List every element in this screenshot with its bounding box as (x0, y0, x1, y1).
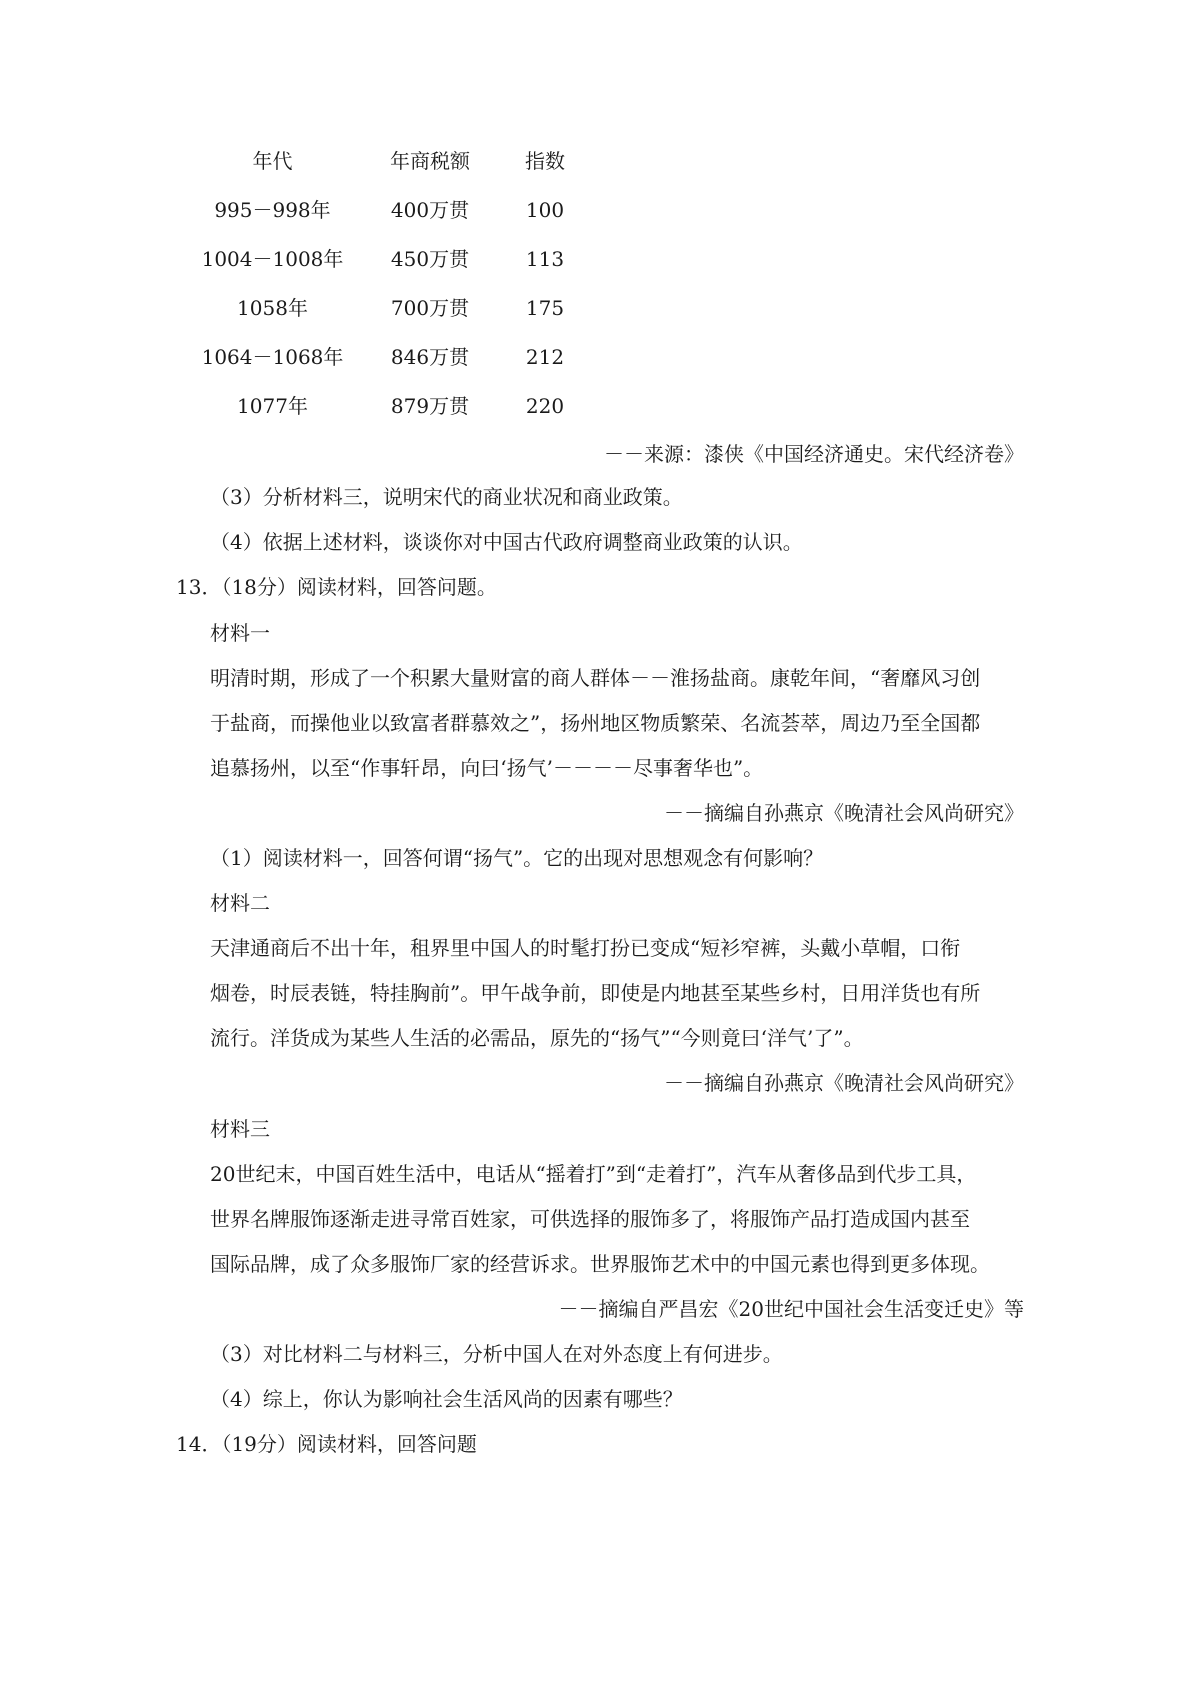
table-cell: 1064－1068年 (201, 345, 344, 369)
table-cell: 175 (525, 296, 565, 320)
q13-material-1-label: 材料一 (210, 621, 270, 645)
q13-header: 13．（18分）阅读材料，回答问题。 (176, 575, 497, 599)
q13-material-2-line: 流行。洋货成为某些人生活的必需品，原先的“扬气”“今则竟曰‘洋气’了”。 (210, 1026, 864, 1050)
table-cell: 700万贯 (390, 296, 470, 320)
table-cell: 400万贯 (390, 198, 470, 222)
q13-material-1-line: 明清时期，形成了一个积累大量财富的商人群体－－淮扬盐商。康乾年间，“奢靡风习创 (210, 666, 981, 690)
q13-material-3-label: 材料三 (210, 1117, 270, 1141)
q13-material-2-source: －－摘编自孙燕京《晚清社会风尚研究》 (664, 1071, 1024, 1095)
q13-material-3-source: －－摘编自严昌宏《20世纪中国社会生活变迁史》等 (558, 1297, 1024, 1321)
q14-header: 14．（19分）阅读材料，回答问题 (176, 1432, 477, 1456)
q13-material-1-source: －－摘编自孙燕京《晚清社会风尚研究》 (664, 801, 1024, 825)
table-cell: 212 (525, 345, 565, 369)
table-cell: 1077年 (237, 394, 308, 418)
table-cell: 100 (525, 198, 565, 222)
q12-question-3: （3）分析材料三，说明宋代的商业状况和商业政策。 (210, 485, 683, 509)
table-cell: 113 (525, 247, 565, 271)
q13-material-2-line: 天津通商后不出十年，租界里中国人的时髦打扮已变成“短衫窄裤，头戴小草帽，口衔 (210, 936, 961, 960)
q13-question-1: （1）阅读材料一，回答何谓“扬气”。它的出现对思想观念有何影响？ (210, 846, 824, 870)
q13-material-3-line: 20世纪末，中国百姓生活中，电话从“摇着打”到“走着打”，汽车从奢侈品到代步工具， (210, 1162, 977, 1186)
table-cell: 846万贯 (390, 345, 470, 369)
table-header-tax: 年商税额 (390, 149, 470, 173)
table-cell: 220 (525, 394, 565, 418)
q13-material-1-line: 追慕扬州，以至“作事轩昂，向曰‘扬气’－－－－尽事奢华也”。 (210, 756, 764, 780)
q13-question-4: （4）综上，你认为影响社会生活风尚的因素有哪些？ (210, 1387, 683, 1411)
q13-material-2-label: 材料二 (210, 891, 270, 915)
q13-material-3-line: 世界名牌服饰逐渐走进寻常百姓家，可供选择的服饰多了，将服饰产品打造成国内甚至 (210, 1207, 970, 1231)
table-cell: 1058年 (237, 296, 308, 320)
table-header-era: 年代 (252, 149, 293, 173)
q13-question-3: （3）对比材料二与材料三，分析中国人在对外态度上有何进步。 (210, 1342, 783, 1366)
table-source: －－来源：漆侠《中国经济通史。宋代经济卷》 (604, 442, 1024, 466)
table-cell: 995－998年 (214, 198, 331, 222)
q12-question-4: （4）依据上述材料，谈谈你对中国古代政府调整商业政策的认识。 (210, 530, 803, 554)
q13-material-1-line: 于盐商，而操他业以致富者群慕效之”，扬州地区物质繁荣、名流荟萃，周边乃至全国都 (210, 711, 981, 735)
table-header-index: 指数 (525, 149, 565, 173)
q13-material-2-line: 烟卷，时辰表链，特挂胸前”。甲午战争前，即使是内地甚至某些乡村，日用洋货也有所 (210, 981, 981, 1005)
table-cell: 879万贯 (390, 394, 470, 418)
q13-material-3-line: 国际品牌，成了众多服饰厂家的经营诉求。世界服饰艺术中的中国元素也得到更多体现。 (210, 1252, 990, 1276)
table-cell: 1004－1008年 (201, 247, 344, 271)
table-cell: 450万贯 (390, 247, 470, 271)
